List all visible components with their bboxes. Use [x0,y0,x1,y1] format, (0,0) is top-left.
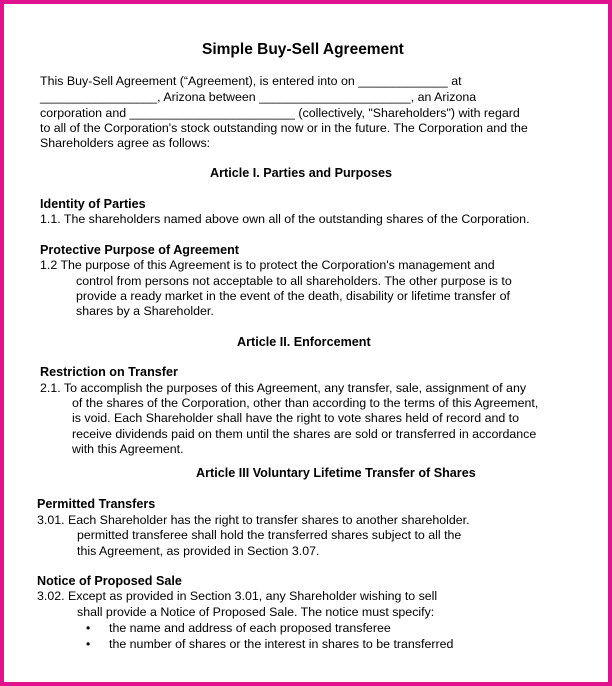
protective-line-1: 1.2 The purpose of this Agreement is to protect the Corporation's management and [40,258,495,272]
permitted-line-3: this Agreement, as provided in Section 3.07. [77,544,320,558]
protective-line-2: control from persons not acceptable to all shareholders. The other purpose is to [76,274,512,288]
article-1-heading: Article I. Parties and Purposes [210,166,392,180]
restriction-line-2: of the shares of the Corporation, other than according to the terms of this Agreement, [72,396,539,410]
intro-line-3: corporation and ________________________ (collectively, "Shareholders") with regard [40,106,520,120]
intro-line-1: This Buy-Sell Agreement (“Agreement), is entered into on _____________ at [40,74,462,88]
notice-heading: Notice of Proposed Sale [37,574,182,588]
bullet-icon: • [86,621,91,635]
document-title: Simple Buy-Sell Agreement [202,41,404,58]
article-3-heading: Article III Voluntary Lifetime Transfer of Shares [196,466,476,480]
article-2-heading: Article II. Enforcement [237,335,371,349]
identity-text: 1.1. The shareholders named above own all of the outstanding shares of the Corporation. [40,212,530,226]
permitted-line-1: 3.01. Each Shareholder has the right to transfer shares to another shareholder. [37,513,470,527]
protective-line-3: provide a ready market in the event of the death, disability or lifetime transfer of [76,289,510,303]
identity-heading: Identity of Parties [40,197,146,211]
permitted-line-2: permitted transferee shall hold the transferred shares subject to all the [77,528,462,542]
restriction-line-5: with this Agreement. [72,442,184,456]
notice-line-1: 3.02. Except as provided in Section 3.01, any Shareholder wishing to sell [37,589,438,603]
protective-heading: Protective Purpose of Agreement [40,243,239,257]
intro-line-2: _________________, Arizona between ______________________, an Arizona [40,90,477,104]
restriction-line-3: is void. Each Shareholder shall have the right to vote shares held of record and to [72,411,520,425]
bullet-item-1: the name and address of each proposed transferee [109,621,391,635]
protective-line-4: shares by a Shareholder. [76,304,214,318]
restriction-line-4: receive dividends paid on them until the shares are sold or transferred in accordance [72,427,537,441]
notice-line-2: shall provide a Notice of Proposed Sale. The notice must specify: [77,605,435,619]
bullet-icon: • [86,637,91,651]
restriction-line-1: 2.1. To accomplish the purposes of this Agreement, any transfer, sale, assignment of any [40,381,527,395]
agreement-document [4,4,608,682]
restriction-heading: Restriction on Transfer [40,365,178,379]
intro-line-4: to all of the Corporation's stock outstanding now or in the future. The Corporation and the [40,121,528,135]
intro-line-5: Shareholders agree as follows: [40,136,211,150]
bullet-item-2: the number of shares or the interest in shares to be transferred [109,637,454,651]
permitted-heading: Permitted Transfers [37,497,156,511]
